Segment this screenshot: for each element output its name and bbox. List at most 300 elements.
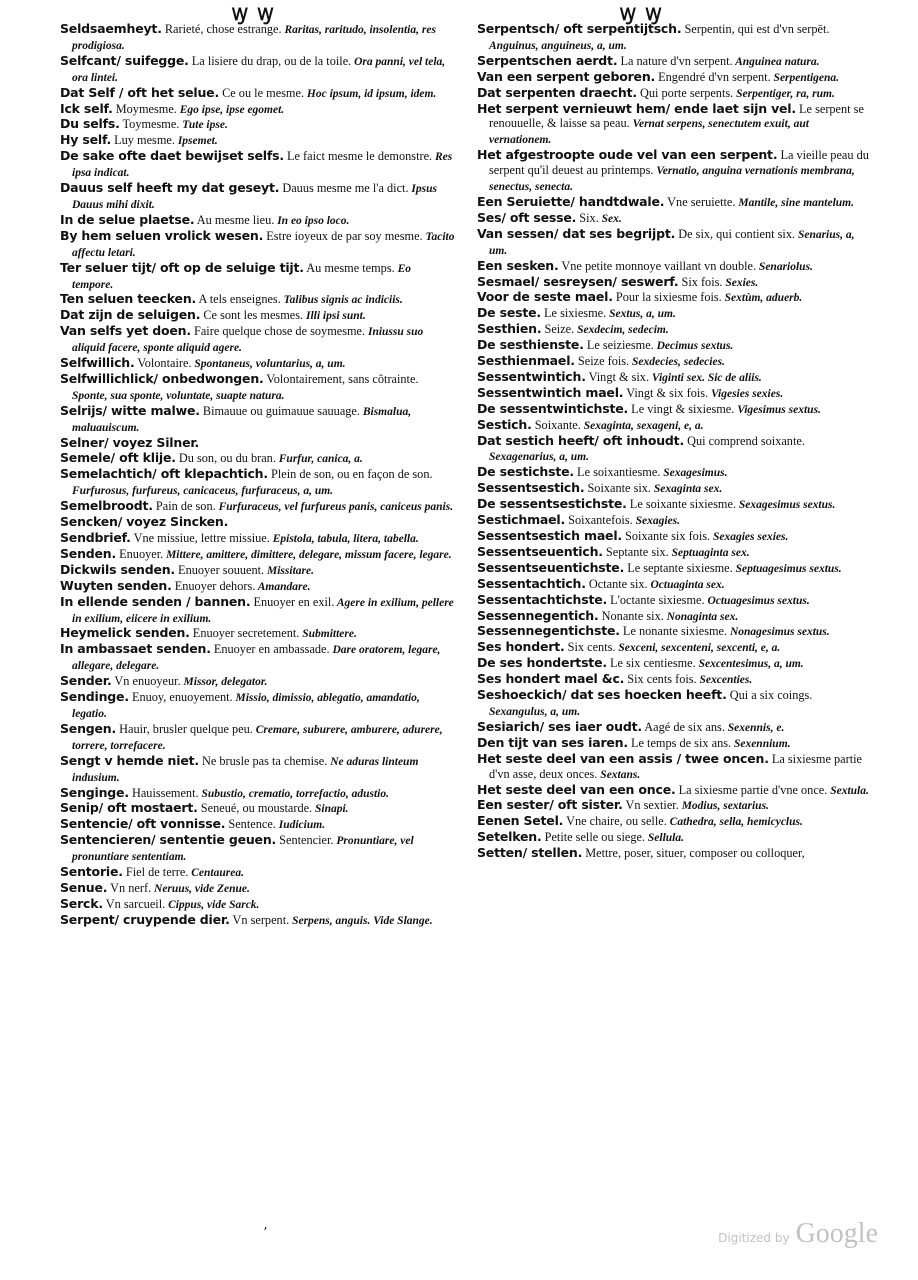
latin-gloss: Sinapi. (312, 803, 349, 816)
latin-gloss: Missor, delegator. (180, 676, 268, 689)
latin-gloss: Agere in exilium, pellere in exilium, eiicere in exilium. (72, 596, 454, 625)
latin-gloss: Furfuraceus, vel furfureus panis, caniceus panis. (215, 501, 454, 514)
dictionary-entry (60, 86, 455, 102)
dictionary-entry (60, 913, 455, 929)
headword: Sessentsestich. (477, 480, 585, 496)
french-gloss: Septante six. (602, 544, 669, 559)
french-gloss: Enuoy, enuoyement. (128, 690, 233, 705)
latin-gloss: Sexagenarius, a, um. (489, 451, 590, 464)
french-gloss: Enuoyer secretement. (189, 626, 300, 641)
french-gloss: Rarieté, chose estrange. (161, 22, 282, 36)
latin-gloss: Sexdecies, sedecies. (629, 356, 725, 369)
dictionary-entry (60, 261, 455, 293)
headword: Van een serpent geboren. (477, 68, 656, 84)
dictionary-entry (477, 402, 872, 418)
page-mark: ʼ (262, 1226, 268, 1241)
headword: In ambassaet senden. (60, 641, 211, 657)
dictionary-entry (477, 86, 872, 102)
headword: De sestichste. (477, 464, 574, 480)
french-gloss: Le seiziesme. (583, 338, 654, 353)
headword: Sestich. (477, 416, 532, 432)
headword: Sessentachtich. (477, 575, 586, 591)
headword: Ses/ oft sesse. (477, 209, 577, 225)
french-gloss: Six cents. (564, 640, 616, 655)
headword: Van sessen/ dat ses begrijpt. (477, 225, 676, 241)
dictionary-entry (477, 736, 872, 752)
french-gloss: Le soixantiesme. (573, 465, 661, 480)
latin-gloss: Sexcentesimus, a, um. (695, 658, 804, 671)
dictionary-entry (60, 102, 455, 118)
headword: Serpentschen aerdt. (477, 52, 618, 68)
headword: In de selue plaetse. (60, 211, 195, 227)
headword: By hem seluen vrolick wesen. (60, 227, 264, 243)
headword: Wuyten senden. (60, 577, 172, 593)
french-gloss: Sentence. (225, 817, 276, 832)
latin-gloss: Sextùm, aduerb. (721, 292, 803, 305)
headword: Seshoeckich/ dat ses hoecken heeft. (477, 687, 727, 703)
headword: Sessentseuentich. (477, 543, 603, 559)
french-gloss: L'octante sixiesme. (607, 592, 705, 607)
latin-gloss: Subustio, crematio, torrefactio, adustio. (198, 787, 389, 800)
dictionary-entry (477, 656, 872, 672)
french-gloss: Hauissement. (128, 785, 199, 800)
french-gloss: Toymesme. (119, 117, 180, 132)
latin-gloss: Hoc ipsum, id ipsum, idem. (304, 87, 437, 100)
latin-gloss: Serpentigena. (770, 71, 840, 84)
french-gloss: A tels enseignes. (196, 292, 281, 307)
headword: Serpentsch/ oft serpentijtsch. (477, 21, 682, 36)
french-gloss: Le sixiesme. (540, 306, 607, 321)
french-gloss: De six, qui contient six. (675, 226, 796, 241)
latin-gloss: Septuagesimus sextus. (732, 562, 842, 575)
latin-gloss: Res ipsa indicat. (72, 151, 453, 180)
latin-gloss: Sexcenties. (696, 674, 753, 687)
french-gloss: La nature d'vn serpent. (617, 53, 733, 68)
latin-gloss: Sexaginta sex. (651, 483, 723, 496)
french-gloss: Volontaire. (134, 356, 192, 371)
latin-gloss: Sexagies. (632, 515, 680, 528)
french-gloss: Enuoyer dehors. (171, 578, 256, 593)
latin-gloss: Pronuntiare, vel pronuntiare sententiam. (72, 835, 414, 864)
latin-gloss: Iudicium. (275, 819, 326, 832)
headword: Van selfs yet doen. (60, 323, 191, 339)
latin-gloss: Missio, dimissio, ablegatio, amandatio, legatio. (72, 692, 420, 720)
french-gloss: La vieille peau du serpent qu'il deuest au printemps. (489, 148, 869, 178)
french-gloss: Qui porte serpents. (636, 85, 734, 100)
latin-gloss: Eo tempore. (72, 262, 411, 291)
headword: Selfcant/ suifegge. (60, 52, 189, 68)
headword: Dickwils senden. (60, 561, 175, 577)
latin-gloss: Missitare. (264, 564, 314, 577)
latin-gloss: Cremare, suburere, amburere, adurere, torrere, torrefacere. (72, 723, 443, 752)
dictionary-entry (477, 752, 872, 783)
dictionary-entry (60, 897, 455, 913)
french-gloss: Six cents fois. (624, 672, 697, 687)
french-gloss: Moymesme. (112, 101, 177, 116)
dictionary-entry (477, 275, 872, 291)
french-gloss: Vn nerf. (107, 880, 152, 895)
headword: De sake ofte daet bewijset selfs. (60, 148, 284, 164)
french-gloss: Six. (576, 210, 599, 225)
latin-gloss: Cathedra, sella, hemicyclus. (666, 816, 803, 829)
latin-gloss: Bismalua, maluauiscum. (72, 405, 412, 434)
dictionary-entry (60, 22, 455, 54)
french-gloss: Le soixante sixiesme. (626, 497, 737, 512)
dictionary-entry (60, 54, 455, 86)
google-brand: Google (795, 1218, 878, 1249)
dictionary-entry (477, 846, 872, 862)
dictionary-entry (60, 181, 455, 213)
latin-gloss: Sexagesimus. (660, 467, 728, 480)
latin-gloss: Sexceni, sexcenteni, sexcenti, e, a. (615, 642, 781, 655)
latin-gloss: Vigesies sexies. (708, 387, 784, 400)
french-gloss: Luy mesme. (111, 133, 175, 148)
french-gloss: Le six centiesme. (606, 656, 696, 671)
french-gloss: Engendré d'vn serpent. (655, 69, 771, 84)
dictionary-entry (477, 290, 872, 306)
headword: Serck. (60, 895, 103, 911)
latin-gloss: Sex. (598, 212, 622, 225)
headword: Het afgestroopte oude vel van een serpent. (477, 147, 778, 163)
dictionary-entry (60, 674, 455, 690)
dictionary-entry (477, 720, 872, 736)
digitized-by-google (718, 1218, 878, 1250)
latin-gloss: Ipsus Dauus mihi dixit. (72, 183, 437, 211)
dictionary-entry (477, 465, 872, 481)
headword: Dat sestich heeft/ oft inhoudt. (477, 432, 684, 448)
dictionary-entry (477, 609, 872, 625)
headword: Sestichmael. (477, 512, 566, 528)
headword: Sesthienmael. (477, 353, 575, 369)
french-gloss: Au mesme temps. (303, 260, 395, 275)
french-gloss: Vn serpent. (229, 912, 290, 927)
headword: De sessentwintichste. (477, 400, 629, 416)
french-gloss: Vn sextier. (622, 798, 679, 813)
latin-gloss: Serpens, anguis. Vide Slange. (289, 914, 433, 927)
latin-gloss: Furfurosus, furfureus, canicaceus, furfuraceus, a, um. (72, 485, 334, 498)
headword: Du selfs. (60, 116, 120, 132)
latin-gloss: Vernat serpens, senectutem exuit, aut vernationem. (489, 118, 809, 147)
headword: Sessennegentichste. (477, 623, 620, 639)
headword: Sessentseuentichste. (477, 559, 625, 575)
latin-gloss: Septuaginta sex. (668, 546, 750, 559)
latin-gloss: Senarius, a, um. (489, 228, 855, 257)
headword: Semelachtich/ oft klepachtich. (60, 466, 268, 482)
french-gloss: Six fois. (678, 274, 723, 289)
dictionary-entry (477, 497, 872, 513)
french-gloss: Le nonante sixiesme. (619, 624, 728, 639)
french-gloss: Vn sarcueil. (102, 896, 166, 911)
dictionary-entry (60, 229, 455, 261)
headword: Ter seluer tijt/ oft op de seluige tijt. (60, 259, 304, 275)
latin-gloss: Tute ipse. (179, 119, 228, 132)
dictionary-entry (477, 54, 872, 70)
digitized-label: Digitized by (718, 1231, 790, 1245)
dictionary-entry (60, 817, 455, 833)
dictionary-entry (477, 338, 872, 354)
dictionary-entry (60, 786, 455, 802)
headword: Een Seruiette/ handtdwale. (477, 193, 665, 209)
dictionary-entry (60, 881, 455, 897)
headword: Selfwillich. (60, 355, 135, 371)
french-gloss: Ne brusle pas ta chemise. (198, 753, 328, 768)
latin-gloss: Sexangulus, a, um. (489, 705, 581, 718)
headword: Sesthien. (477, 321, 542, 337)
headword: Sengen. (60, 720, 117, 736)
headword: Het seste deel van een once. (477, 781, 676, 797)
headword: Het serpent vernieuwt hem/ ende laet sijn vel. (477, 100, 796, 116)
dictionary-entry (60, 722, 455, 754)
latin-gloss: Sexagesimus sextus. (736, 499, 836, 512)
french-gloss: Fiel de terre. (122, 865, 189, 880)
dictionary-entry (60, 563, 455, 579)
headword: Seldsaemheyt. (60, 21, 162, 36)
latin-gloss: In eo ipso loco. (274, 214, 350, 227)
french-gloss: La sixiesme partie d'vn asse, deux onces. (489, 751, 862, 781)
headword: De ses hondertste. (477, 655, 607, 671)
latin-gloss: Spontaneus, voluntarius, a, um. (191, 358, 346, 371)
latin-gloss: Sexaginta, sexageni, e, a. (580, 419, 704, 432)
headword: Voor de seste mael. (477, 289, 613, 305)
headword: Setten/ stellen. (477, 845, 583, 861)
dictionary-entry (60, 117, 455, 133)
headword: Sencken/ voyez Sincken. (60, 514, 229, 530)
french-gloss: Vne missiue, lettre missiue. (130, 531, 270, 545)
french-gloss: Soixante. (531, 417, 581, 432)
headword: Sessentachtichste. (477, 591, 608, 607)
french-gloss: Nonante six. (598, 608, 664, 623)
french-gloss: Pour la sixiesme fois. (612, 290, 722, 305)
dictionary-entry (477, 211, 872, 227)
french-gloss: Le septante sixiesme. (624, 560, 733, 575)
latin-gloss: Ego ipse, ipse egomet. (176, 103, 285, 116)
headword: De seste. (477, 305, 541, 321)
dictionary-entry (60, 833, 455, 865)
dictionary-entry (477, 481, 872, 497)
dictionary-entry (477, 306, 872, 322)
dictionary-entry (477, 370, 872, 386)
french-gloss: Le vingt & sixiesme. (628, 401, 735, 416)
latin-gloss: Sexagies sexies. (710, 531, 789, 543)
headword: Semelbroodt. (60, 498, 153, 514)
latin-gloss: Ne aduras linteum indusium. (72, 755, 419, 784)
dictionary-entry (60, 292, 455, 308)
french-gloss: Pain de son. (152, 499, 216, 514)
dictionary-entry (477, 798, 872, 814)
french-gloss: Seize. (541, 322, 575, 337)
french-gloss: Faire quelque chose de soymesme. (190, 324, 366, 339)
headword: Dat serpenten draecht. (477, 84, 637, 100)
french-gloss: Soixantefois. (565, 513, 633, 528)
headword: Sentencieren/ sententie geuen. (60, 832, 277, 848)
right-running-head: Ꝡ Ꝡ (620, 5, 664, 25)
headword: Sengt v hemde niet. (60, 752, 199, 768)
french-gloss: Qui a six coings. (726, 688, 813, 703)
dictionary-entry (60, 515, 455, 531)
left-column (60, 22, 455, 929)
french-gloss: Ce sont les mesmes. (200, 308, 304, 323)
latin-gloss: Iniussu suo aliquid facere, sponte aliquid agere. (72, 326, 424, 355)
french-gloss: Vne petite monnoye vaillant vn double. (558, 258, 757, 273)
dictionary-entry (477, 529, 872, 545)
french-gloss: La lisiere du drap, ou de la toile. (188, 53, 352, 68)
dictionary-entry (477, 322, 872, 338)
latin-gloss: Ipsemet. (174, 135, 218, 148)
latin-gloss: Sexdecim, sedecim. (574, 324, 669, 337)
latin-gloss: Talibus signis ac indiciis. (280, 294, 403, 307)
dictionary-entry (477, 70, 872, 86)
dictionary-entry (477, 354, 872, 370)
french-gloss: La sixiesme partie d'vne once. (675, 782, 828, 797)
french-gloss: Le temps de six ans. (627, 735, 732, 750)
dictionary-entry (477, 640, 872, 656)
headword: Ten seluen teecken. (60, 291, 197, 307)
headword: Ses hondert. (477, 639, 565, 655)
headword: In ellende senden / bannen. (60, 593, 251, 609)
latin-gloss: Sellula. (645, 832, 684, 845)
french-gloss: Vingt & six. (585, 369, 650, 384)
headword: Selrijs/ witte malwe. (60, 402, 200, 418)
headword: Ick self. (60, 100, 113, 116)
headword: Sessentwintich mael. (477, 384, 624, 400)
dictionary-entry (60, 356, 455, 372)
latin-gloss: Serpentiger, ra, rum. (733, 87, 835, 100)
headword: Dat zijn de seluigen. (60, 307, 201, 323)
latin-gloss: Submittere. (299, 628, 357, 641)
french-gloss: Le faict mesme le demonstre. (283, 149, 433, 164)
french-gloss: Vne chaire, ou selle. (563, 814, 667, 829)
dictionary-entry (60, 213, 455, 229)
french-gloss: Qui comprend soixante. (684, 433, 805, 448)
latin-gloss: Sexennis, e. (724, 721, 785, 734)
latin-gloss: Sextans. (597, 768, 641, 781)
french-gloss: Enuoyer. (116, 546, 164, 561)
dictionary-entry (60, 626, 455, 642)
headword: Hy self. (60, 132, 112, 148)
french-gloss: Bimauue ou guimauue sauuage. (199, 403, 360, 418)
latin-gloss: Anguinus, anguineus, a, um. (489, 39, 627, 52)
dictionary-entry (477, 561, 872, 577)
dictionary-entry (60, 801, 455, 817)
latin-gloss: Centaurea. (188, 867, 244, 880)
latin-gloss: Vernatio, anguina vernationis membrana, senectus, senecta. (489, 165, 855, 194)
french-gloss: Soixante six. (584, 481, 651, 496)
dictionary-entry (477, 672, 872, 688)
headword: Den tijt van ses iaren. (477, 734, 628, 750)
dictionary-entry (477, 513, 872, 529)
dictionary-entry (477, 386, 872, 402)
headword: Sesmael/ sesreysen/ seswerf. (477, 273, 679, 289)
dictionary-entry (60, 499, 455, 515)
headword: Dat Self / oft het selue. (60, 84, 219, 100)
dictionary-entry (477, 22, 872, 54)
french-gloss: Serpentin, qui est d'vn serpēt. (681, 22, 830, 36)
latin-gloss: Ora panni, vel tela, ora lintei. (72, 55, 446, 84)
french-gloss: Vingt & six fois. (623, 385, 709, 400)
dictionary-entry (60, 531, 455, 547)
headword: Selfwillichlick/ onbedwongen. (60, 370, 264, 386)
latin-gloss: Sexies. (722, 276, 759, 289)
headword: Sender. (60, 673, 112, 689)
headword: Senip/ oft mostaert. (60, 800, 198, 816)
french-gloss: Soixante six fois. (621, 529, 711, 543)
french-gloss: Petite selle ou siege. (541, 830, 646, 845)
headword: Sendbrief. (60, 530, 131, 545)
headword: Selner/ voyez Silner. (60, 434, 200, 450)
dictionary-entry (477, 418, 872, 434)
dictionary-entry (60, 133, 455, 149)
dictionary-entry (477, 830, 872, 846)
dictionary-entry (60, 149, 455, 181)
french-gloss: Mettre, poser, situer, composer ou colloquer, (582, 846, 805, 861)
french-gloss: Ce ou le mesme. (219, 85, 305, 100)
french-gloss: Le serpent se renouuelle, & laisse sa peau. (489, 101, 864, 131)
latin-gloss: Nonaginta sex. (663, 610, 739, 623)
headword: Semele/ oft klije. (60, 450, 176, 466)
dictionary-entry (60, 754, 455, 786)
dictionary-entry (477, 577, 872, 593)
french-gloss: Enuoyer en exil. (250, 594, 335, 609)
latin-gloss: Nonagesimus sextus. (727, 626, 830, 639)
french-gloss: Vne seruiette. (664, 194, 736, 209)
headword: Heymelick senden. (60, 625, 190, 641)
headword: Sesiarich/ ses iaer oudt. (477, 718, 642, 734)
headword: De sessentsestichste. (477, 496, 627, 512)
dictionary-entry (60, 467, 455, 499)
dictionary-entry (60, 865, 455, 881)
latin-gloss: Sexennium. (731, 737, 791, 750)
french-gloss: Seneué, ou moustarde. (197, 801, 313, 816)
latin-gloss: Sextula. (827, 784, 869, 797)
french-gloss: Aagé de six ans. (641, 719, 725, 734)
headword: Senue. (60, 879, 108, 895)
headword: Het seste deel van een assis / twee oncen. (477, 750, 769, 766)
headword: Sessentwintich. (477, 368, 586, 384)
left-running-head: Ꝡ Ꝡ (232, 5, 276, 25)
french-gloss: Dauus mesme me l'a dict. (279, 181, 409, 196)
headword: Dauus self heeft my dat geseyt. (60, 180, 280, 196)
dictionary-entry (477, 434, 872, 466)
latin-gloss: Octuagesimus sextus. (704, 594, 810, 607)
headword: Senden. (60, 545, 117, 561)
headword: Eenen Setel. (477, 813, 564, 829)
dictionary-entry (477, 102, 872, 149)
french-gloss: Plein de son, ou en façon de son. (267, 467, 433, 482)
headword: Setelken. (477, 829, 542, 845)
dictionary-entry (60, 404, 455, 436)
headword: Sessentsestich mael. (477, 528, 622, 543)
dictionary-entry (477, 545, 872, 561)
latin-gloss: Sextus, a, um. (606, 308, 676, 321)
latin-gloss: Dare oratorem, legare, allegare, delegare. (72, 644, 441, 673)
french-gloss: Estre ioyeux de par soy mesme. (263, 228, 423, 243)
latin-gloss: Mantile, sine mantelum. (735, 196, 855, 209)
headword: De sesthienste. (477, 337, 584, 353)
dictionary-entry (477, 814, 872, 830)
dictionary-entry (60, 451, 455, 467)
dictionary-entry (477, 783, 872, 799)
dictionary-entry (60, 372, 455, 404)
latin-gloss: Modius, sextarius. (678, 800, 769, 813)
french-gloss: Seize fois. (574, 354, 630, 369)
french-gloss: Du son, ou du bran. (175, 451, 276, 466)
dictionary-entry (477, 259, 872, 275)
latin-gloss: Octuaginta sex. (647, 578, 725, 591)
latin-gloss: Cippus, vide Sarck. (165, 898, 260, 911)
headword: Sendinge. (60, 689, 129, 705)
headword: Sentorie. (60, 864, 123, 880)
latin-gloss: Sponte, sua sponte, voluntate, suapte natura. (72, 389, 285, 402)
